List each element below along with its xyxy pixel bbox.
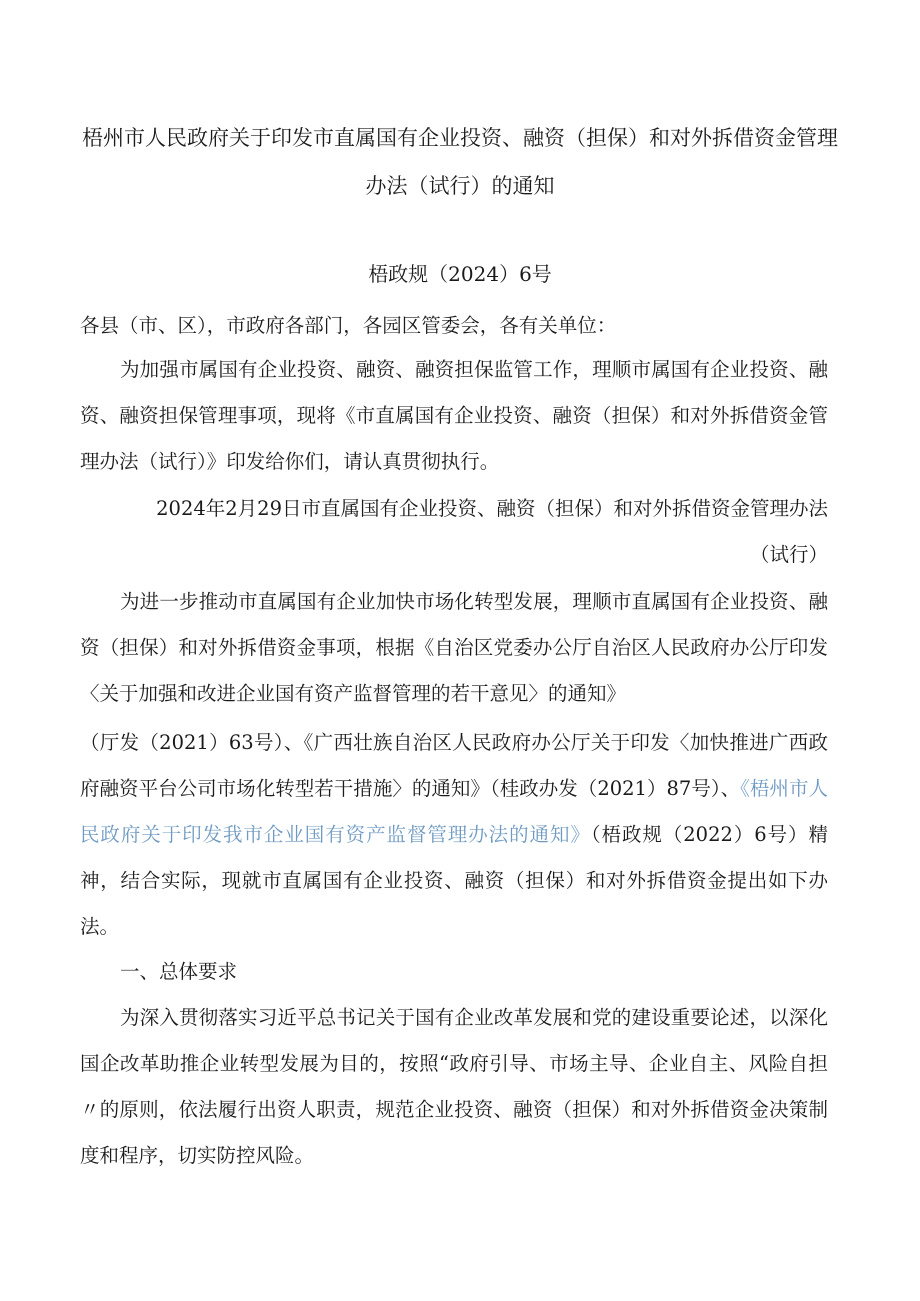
section-heading-general-requirements: 一、总体要求: [120, 960, 238, 983]
section-paragraph-general-requirements: 为深入贯彻落实习近平总书记关于国有企业改革发展和党的建设重要论述，以深化国企改革助推企业转型发展为目的，按照“政府引导、市场主导、企业自主、风险自担〃的原则，依法履行出资人职责，规范企业投资、融资（担保）和对外拆借资金决策制度和程序，切实防控风险。: [80, 1006, 828, 1167]
basis-text-a: （厅发（2021）63号）、《广西壮族自治区人民政府办公厅关于印发〈加快推进广西政府融资平台公司市场化转型若干措施〉的通知》（桂政办发（2021）87号）、: [80, 731, 828, 800]
date-line-suffix: （试行）: [749, 543, 828, 566]
basis-paragraph-part-1: 为进一步推动市直属国有企业加快市场化转型发展，理顺市直属国有企业投资、融资（担保）和对外拆借资金事项，根据《自治区党委办公厅自治区人民政府办公厅印发〈关于加强和改进企业国有资产监督管理的若干意见〉的通知》: [80, 590, 828, 705]
addressee-line: 各县（市、区），市政府各部门，各园区管委会，各有关单位：: [80, 314, 617, 337]
document-number: 梧政规（2024）6号: [368, 262, 552, 286]
basis-text-b: （梧政规（2022）6号）精神，结合实际，现就市直属国有企业投资、融资（担保）和对外拆借资金提出如下办法。: [80, 823, 828, 938]
date-line: 2024年2月29日市直属国有企业投资、融资（担保）和对外拆借资金管理办法: [156, 497, 828, 520]
basis-paragraph-part-2: [80, 720, 828, 950]
intro-paragraph: 为加强市属国有企业投资、融资、融资担保监管工作，理顺市属国有企业投资、融资、融资担保管理事项，现将《市直属国有企业投资、融资（担保）和对外拆借资金管理办法（试行）》印发给你们，请认真贯彻执行。: [80, 358, 828, 473]
document-title-line-2: 办法（试行）的通知: [365, 174, 555, 198]
document-title-line-1: 梧州市人民政府关于印发市直属国有企业投资、融资（担保）和对外拆借资金管理: [82, 126, 838, 150]
reference-link[interactable]: 《梧州市人民政府关于印发我市企业国有资产监督管理办法的通知》: [80, 777, 828, 846]
date-and-measures-title: [80, 486, 828, 578]
